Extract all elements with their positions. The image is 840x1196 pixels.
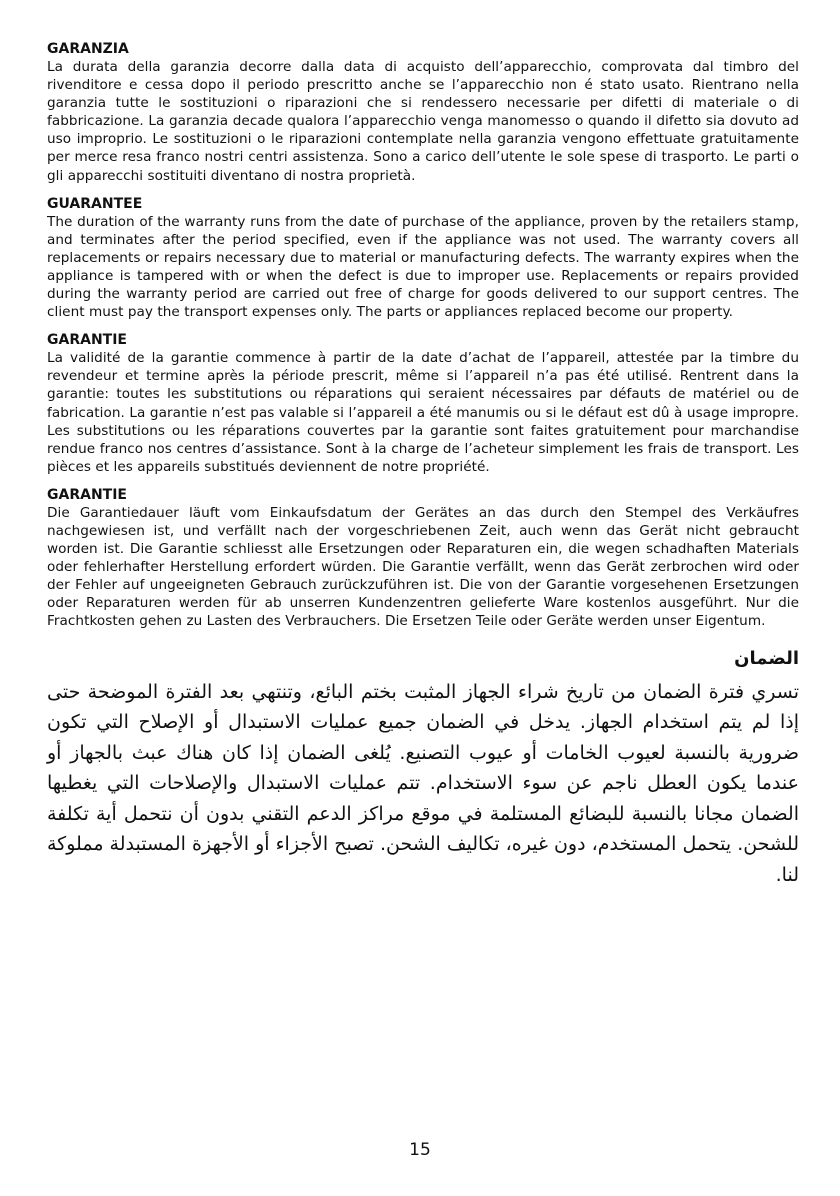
section-body-arabic: تسري فترة الضمان من تاريخ شراء الجهاز المثبت بختم البائع، وتنتهي بعد الفترة الموضحة حتى إذا لم يتم استخدام الجهاز. يدخل في الضمان جميع عمليات الاستبدال أو الإصلاح التي تكون ضرورية بالنسبة لعيوب الخامات أو عيوب التصنيع. يُلغى الضمان إذا كان هناك عبث بالجهاز أو عندما يكون العطل ناجم عن سوء الاستخدام. تتم عمليات الاستبدال والإصلاحات التي يغطيها الضمان مجانا بالنسبة للبضائع المستلمة في موقع مراكز الدعم التقني بدون أن نتحمل أية تكلفة للشحن. يتحمل المستخدم، دون غيره، تكاليف الشحن. تصبح الأجزاء أو الأجهزة المستبدلة مملوكة لنا. bbox=[47, 680, 799, 886]
section-body-garanzia: La durata della garanzia decorre dalla data di acquisto dell’apparecchio, comprovata dal timbro del rivenditore e cessa dopo il periodo prescritto anche se l’apparecchio non é stato usato. Rientrano nella garanzia tutte le sostituzioni o riparazioni che si rendessero necessarie per difetti di materiale o di fabbricazione. La garanzia decade qualora l’apparecchio venga manomesso o quando il difetto sia dovuto ad uso improprio. Le sostituzioni o le riparazioni contemplate nella garanzia vengono effettuate gratuitamente per merce resa franco nostri centri assistenza. Sono a carico dell’utente le sole spese di trasporto. Le parti o gli apparecchi sostituiti diventano di nostra proprietà. bbox=[47, 59, 799, 184]
section-body-garantie-fr: La validité de la garantie commence à partir de la date d’achat de l’appareil, attestée par la timbre du revendeur et termine après la période prescrit, même si l’appareil n’a pas été utilisé. Rentrent dans la garantie: toutes les substitutions ou réparations qui seraient nécessaires par défauts de matériel ou de fabrication. La garantie n’est pas valable si l’appareil a été manumis ou si le défaut est dû à usage impropre. Les substitutions ou les réparations couvertes par la garantie sont faites gratuitement pour marchandise rendue franco nos centres d’assistance. Sont à la charge de l’acheteur simplement les frais de transport. Les pièces et les appareils substitués deviennent de notre propriété. bbox=[47, 350, 799, 475]
section-arabic bbox=[47, 647, 799, 891]
section-italian bbox=[47, 40, 799, 185]
section-heading-arabic: الضمان bbox=[734, 647, 799, 669]
section-heading-garantie-de: GARANTIE bbox=[47, 486, 127, 503]
page-number: 15 bbox=[409, 1140, 431, 1160]
section-english bbox=[47, 195, 799, 322]
section-body-guarantee: The duration of the warranty runs from the date of purchase of the appliance, proven by the retailers stamp, and terminates after the period specified, even if the appliance was not used. The warranty covers all replacements or repairs necessary due to material or manufacturing defects. The warranty expires when the appliance is tampered with or when the defect is due to improper use. Replacements or repairs provided during the warranty period are carried out free of charge for goods delivered to our support centres. The client must pay the transport expenses only. The parts or appliances replaced become our property. bbox=[47, 213, 799, 321]
section-heading-garantie-fr: GARANTIE bbox=[47, 332, 127, 349]
section-body-garantie-de: Die Garantiedauer läuft vom Einkaufsdatum der Gerätes an das durch den Stempel des Verkäufres nachgewiesen ist, und verfällt nach der vorgeschriebenen Zeit, auch wenn das Gerät nicht gebraucht worden ist. Die Garantie schliesst alle Ersetzungen oder Reparaturen ein, die wegen schadhaften Materials oder fehlerhafter Herstellung erfordert würden. Die Garantie verfällt, wenn das Gerät zerbrochen wird oder der Fehler auf ungeeigneten Gebrauch zurückzuführen ist. Die von der Garantie vorgesehenen Ersetzungen oder Reparaturen werden für ab unserren Kundenzentren gelieferte Ware kostenlos ausgeführt. Nur die Frachtkosten gehen zu Lasten des Verbrauchers. Die Ersetzen Teile oder Geräte werden unser Eigentum. bbox=[47, 504, 799, 630]
document-page bbox=[47, 40, 799, 890]
section-heading-guarantee: GUARANTEE bbox=[47, 195, 143, 212]
section-german bbox=[47, 486, 799, 631]
section-heading-garanzia: GARANZIA bbox=[47, 41, 129, 57]
section-french bbox=[47, 331, 799, 476]
